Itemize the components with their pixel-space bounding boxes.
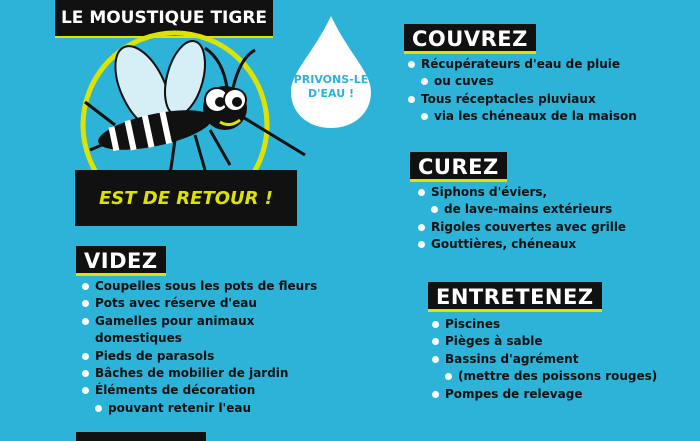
list-item: Tous réceptacles pluviaux xyxy=(408,91,668,108)
list-item: Bassins d'agrément xyxy=(432,351,682,368)
section-title-videz: VIDEZ xyxy=(76,246,166,276)
list-item: Récupérateurs d'eau de pluie xyxy=(408,56,668,73)
section-title-entretenez: ENTRETENEZ xyxy=(428,282,602,312)
list-item: Siphons d'éviers, xyxy=(418,184,678,201)
section-title-couvrez: COUVREZ xyxy=(404,24,536,54)
couvrez-list xyxy=(408,56,668,126)
list-item-continued: via les chéneaux de la maison xyxy=(408,108,668,125)
list-item: Pièges à sable xyxy=(432,333,682,350)
return-banner-text: EST DE RETOUR ! xyxy=(99,187,273,209)
return-banner xyxy=(75,170,297,226)
section-title-curez: CUREZ xyxy=(410,152,507,182)
list-item: Pots avec réserve d'eau xyxy=(82,295,342,312)
list-item: Éléments de décoration xyxy=(82,382,342,399)
drop-text-line1: PRIVONS-LE xyxy=(293,73,369,86)
list-item: Pompes de relevage xyxy=(432,386,682,403)
list-item: Pieds de parasols xyxy=(82,348,342,365)
videz-list xyxy=(82,278,342,417)
list-item-continued: ou cuves xyxy=(408,73,668,90)
drop-text xyxy=(283,73,379,101)
entretenez-list xyxy=(432,316,682,403)
list-item: Coupelles sous les pots de fleurs xyxy=(82,278,342,295)
list-item: Bâches de mobilier de jardin xyxy=(82,365,342,382)
next-section-title-partial xyxy=(76,432,206,441)
list-item-continued: pouvant retenir l'eau xyxy=(82,400,342,417)
list-item: Gouttières, chéneaux xyxy=(418,236,678,253)
drop-text-line2: D'EAU ! xyxy=(308,86,354,100)
curez-list xyxy=(418,184,678,254)
list-item: Piscines xyxy=(432,316,682,333)
title-text: LE MOUSTIQUE TIGRE xyxy=(60,8,268,28)
list-item: Gamelles pour animaux domestiques xyxy=(82,313,342,348)
list-item-continued: de lave-mains extérieurs xyxy=(418,201,678,218)
water-drop-icon xyxy=(283,14,379,130)
list-item: Rigoles couvertes avec grille xyxy=(418,219,678,236)
list-item-continued: (mettre des poissons rouges) xyxy=(432,368,682,385)
